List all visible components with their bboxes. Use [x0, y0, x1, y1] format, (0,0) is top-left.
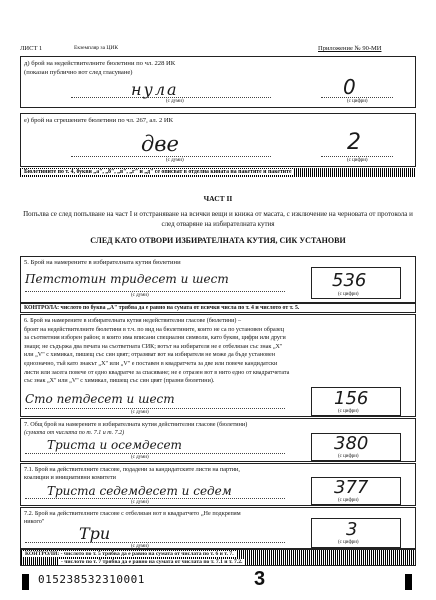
- note-top: Бюлетините по т. 4, букви „а", „б", „в", „г" и „д" се описват в отделна кината на пакетите и пакетите: [20, 168, 416, 177]
- item-d-label-1: д) брой на недействителните бюлетини по чл. 228 ИК: [24, 60, 176, 67]
- barcode-number: 015238532310001: [38, 573, 145, 586]
- section-found-ballots: [20, 256, 416, 303]
- item6-words-line: [25, 408, 285, 409]
- item71-label-1: 7.1. Брой на действителните гласове, подадени за кандидатските листи на партии,: [24, 466, 240, 473]
- item-d-words: нула: [131, 80, 179, 99]
- sheet-label: ЛИСТ 1: [20, 45, 43, 52]
- appendix-label: Приложение № 90-МИ: [318, 45, 382, 52]
- item-e-cap-digits: (с цифри): [347, 158, 368, 163]
- item6-digits-box: [311, 387, 401, 416]
- item6-cap-digits: (с цифри): [338, 409, 359, 414]
- item71-cap-words: (с думи): [131, 500, 149, 505]
- item71-cap-digits: (с цифри): [338, 498, 359, 503]
- item5-words-line: [25, 291, 285, 292]
- item-d-digits: 0: [343, 75, 356, 99]
- item72-words: Три: [79, 524, 111, 543]
- item72-cap-digits: (с цифри): [338, 540, 359, 545]
- item72-digits-box: [311, 518, 401, 548]
- item72-cap-words: (с думи): [131, 544, 149, 549]
- item7-label-1: 7. Общ брой на намерените в избирателната кутия действителни гласове (бюлетини): [24, 421, 248, 428]
- barcode-bar-left: [22, 574, 29, 590]
- item6-text: [24, 317, 289, 386]
- item71-label-2: коалиции и инициативни комитети: [24, 474, 116, 481]
- section-valid-total: [20, 418, 416, 462]
- item5-label: 5. Брой на намерените в избирателната кутия бюлетини: [24, 259, 181, 266]
- item6-line-6: еднозначно, тъй като знакът „Х" или „V" е поставен в квадратчета за две или повече кандидатски: [24, 360, 278, 367]
- item71-digits-box: [311, 477, 401, 505]
- part2-title: ЧАСТ II: [203, 194, 233, 203]
- item6-line-2: броят на недействителните бюлетини в т.ч. по вид на бюлетините, които не са по установен образец: [24, 326, 285, 333]
- item5-cap-digits: (с цифри): [338, 292, 359, 297]
- item-e-label: е) брой на сгрешените бюлетини по чл. 267, ал. 2 ИК: [24, 117, 174, 124]
- control-1: КОНТРОЛА: числото по буква „А" трябва да е равно на сумата от всички числа по т. 4 и числото от т. 5.: [20, 303, 416, 313]
- part2-heading: СЛЕД КАТО ОТВОРИ ИЗБИРАТЕЛНАТА КУТИЯ, СИК УСТАНОВИ: [90, 236, 346, 245]
- item6-cap-words: (с думи): [131, 410, 149, 415]
- item6-line-8: със знак „Х" или „V" с химикал, пишещ със син цвят (празни бюлетини).: [24, 378, 215, 385]
- item-d-cap-words: (с думи): [166, 99, 184, 104]
- item7-cap-words: (с думи): [131, 455, 149, 460]
- item5-words: Петстотин тридесет и шест: [25, 272, 229, 286]
- item5-cap-words: (с думи): [131, 293, 149, 298]
- item7-digits: 380: [334, 433, 369, 454]
- item-e-digits: 2: [347, 130, 361, 155]
- item72-digits: 3: [346, 519, 358, 540]
- item7-label-2: (сумата от числата по т. 7.1 и т. 7.2): [24, 430, 125, 436]
- item72-label-1: 7.2. Брой на действителните гласове с отбелязан вот в квадратчето „Не подкрепям: [24, 510, 241, 517]
- item6-line-3: за съответния изборен район; в които има вписани специални символи, като букви, цифри или други: [24, 335, 286, 342]
- item-d-words-line: [71, 97, 271, 98]
- item-d-cap-digits: (с цифри): [347, 99, 368, 104]
- item7-words-line: [25, 453, 285, 454]
- copy-label: Екземпляр за ЦИК: [74, 45, 118, 51]
- item6-line-5: или „V" с химикал, пишещ със син цвят; отразяват вот на избирателя не може да бъде установен: [24, 352, 275, 359]
- item-e-cap-words: (с думи): [166, 158, 184, 163]
- item6-words: Сто петдесет и шест: [25, 392, 175, 406]
- item71-words-line: [25, 498, 285, 499]
- control-2: [20, 549, 416, 566]
- item7-words: Триста и осемдесет: [47, 438, 182, 452]
- item72-words-line: [25, 542, 285, 543]
- item72-label-2: никого": [24, 518, 45, 525]
- item6-line-4: знаци; не съдържа два печата на съответната СИК; вотът на избирателя не е отбелязан със знак „Х": [24, 343, 283, 350]
- control-2-line-2: - числото по т. 7 трябва да е равно на сумата от числата по т. 7.1 и т. 7.2.: [61, 559, 243, 565]
- section-valid-none: [20, 507, 416, 549]
- section-invalid-ballots: [20, 314, 416, 417]
- control-2-line-1: КОНТРОЛИ: - числото по т. 5 трябва да е равно на сумата от числата по т. 6 и т. 7.: [25, 551, 234, 557]
- item-e-words-line: [71, 156, 271, 157]
- item6-digits: 156: [334, 388, 369, 409]
- item5-digits-box: [311, 267, 401, 299]
- item71-words: Триста седемдесет и седем: [47, 484, 232, 498]
- section-valid-parties: [20, 463, 416, 506]
- part2-intro: Попълва се след попълване на част I и отстраняване на всички вещи и книжа от масата, с изключение на черновата от протокола и след отваряне на избирателната кутия: [23, 210, 413, 228]
- barcode-bar-right: [405, 574, 412, 590]
- item-d-label-2: (показан публично вот след гласуване): [24, 69, 133, 76]
- item-e-digits-line: [321, 156, 393, 157]
- section-spoiled: [20, 113, 416, 167]
- item71-digits: 377: [334, 477, 369, 498]
- item6-line-7: листи или засега повече от едно квадратче за спасяване; не е отразен вот в нито едно от квадратчетата: [24, 369, 290, 376]
- item7-cap-digits: (с цифри): [338, 454, 359, 459]
- page-number: 3: [254, 568, 266, 590]
- item7-digits-box: [311, 433, 401, 461]
- item5-digits: 536: [332, 270, 367, 291]
- item-d-digits-line: [321, 97, 393, 98]
- section-invalid-shown: [20, 56, 416, 108]
- item-e-words: две: [141, 132, 179, 156]
- item6-line-1: 6. Брой на намерените в избирателната кутия недействителни гласове (бюлетини) –: [24, 318, 242, 324]
